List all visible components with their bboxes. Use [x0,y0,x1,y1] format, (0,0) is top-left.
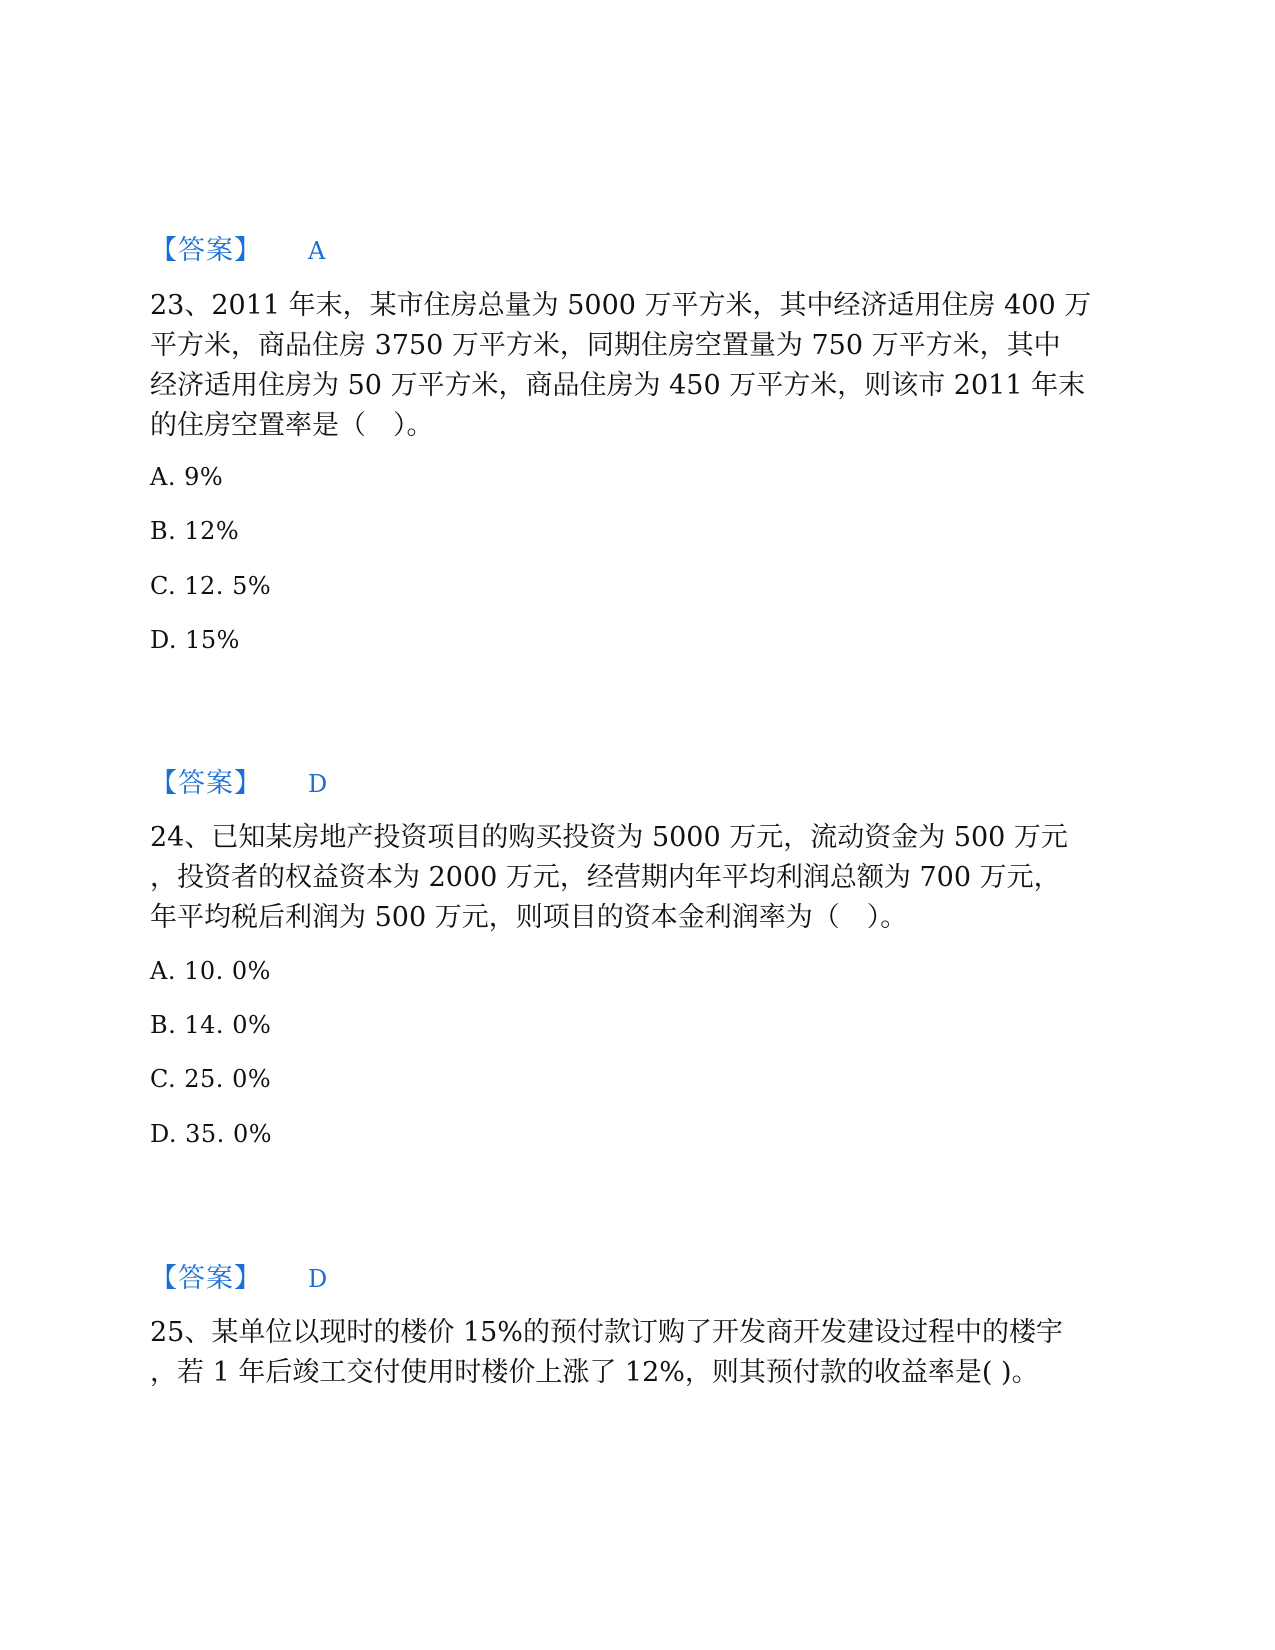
question-text-line: 25、某单位以现时的楼价 15%的预付款订购了开发商开发建设过程中的楼宇 [150,1317,1063,1348]
question-24 [150,818,1110,938]
answer-label: 【答案】 [150,1263,262,1294]
answer-line [150,233,325,269]
answer-value: A [308,237,326,265]
option-d: D. 35. 0% [150,1120,273,1148]
option-a: A. 10. 0% [150,957,271,985]
question-text-line: 经济适用住房为 50 万平方米，商品住房为 450 万平方米，则该市 2011 年末 [150,370,1086,401]
answer-label: 【答案】 [150,768,262,799]
question-text-line: 年平均税后利润为 500 万元，则项目的资本金利润率为（ ）。 [150,902,908,933]
option-b: B. 14. 0% [150,1011,272,1039]
question-text-line: 平方米，商品住房 3750 万平方米，同期住房空置量为 750 万平方米，其中 [150,330,1061,361]
question-text-line: ，若 1 年后竣工交付使用时楼价上涨了 12%，则其预付款的收益率是( )。 [150,1357,1039,1388]
option-b: B. 12% [150,517,240,545]
option-a: A. 9% [150,463,224,491]
option-d: D. 15% [150,626,240,654]
answer-label: 【答案】 [150,235,262,266]
question-23 [150,286,1110,446]
question-text-line: 24、已知某房地产投资项目的购买投资为 5000 万元，流动资金为 500 万元 [150,822,1068,853]
question-text-line: ，投资者的权益资本为 2000 万元，经营期内年平均利润总额为 700 万元， [150,862,1061,893]
answer-value: D [308,1265,328,1293]
option-c: C. 25. 0% [150,1065,272,1093]
answer-line [150,1261,327,1297]
question-text-line: 23、2011 年末，某市住房总量为 5000 万平方米，其中经济适用住房 400 万 [150,290,1092,321]
option-c: C. 12. 5% [150,572,272,600]
question-text-line: 的住房空置率是（ ）。 [150,410,434,441]
answer-line [150,766,327,802]
question-25 [150,1313,1110,1393]
answer-value: D [308,770,328,798]
